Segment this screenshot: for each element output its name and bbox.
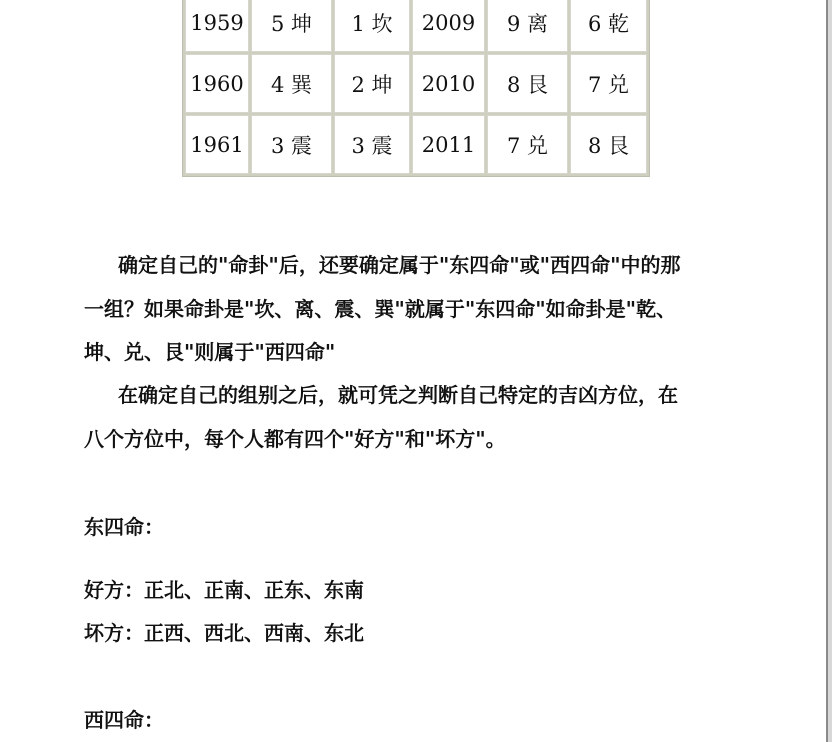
paragraph-2-line-2: 八个方位中，每个人都有四个"好方"和"坏方"。 — [84, 427, 506, 451]
paragraph-2-line-1: 在确定自己的组别之后，就可凭之判断自己特定的吉凶方位，在 — [118, 383, 678, 407]
table-cell: 2 坤 — [334, 54, 410, 113]
table-cell: 3 震 — [251, 115, 332, 174]
ming-gua-table — [182, 0, 650, 177]
table-cell: 6 乾 — [570, 0, 647, 52]
table-cell: 8 艮 — [487, 54, 568, 113]
table-cell: 1959 — [185, 0, 249, 52]
table-row — [185, 115, 647, 174]
page-edge-margin — [828, 0, 832, 742]
east-good-directions: 好方：正北、正南、正东、东南 — [84, 578, 364, 602]
paragraph-1-line-3: 坤、兑、艮"则属于"西四命" — [84, 340, 336, 364]
east-four-heading: 东四命： — [84, 515, 164, 539]
table-cell: 7 兑 — [487, 115, 568, 174]
table-cell: 1960 — [185, 54, 249, 113]
east-bad-directions: 坏方：正西、西北、西南、东北 — [84, 621, 364, 645]
table-cell: 4 巽 — [251, 54, 332, 113]
table-cell: 2010 — [412, 54, 485, 113]
paragraph-1-line-2: 一组？如果命卦是"坎、离、震、巽"就属于"东四命"如命卦是"乾、 — [84, 297, 677, 321]
table-cell: 3 震 — [334, 115, 410, 174]
paragraph-1-line-1: 确定自己的"命卦"后，还要确定属于"东四命"或"西四命"中的那 — [118, 253, 681, 277]
west-four-heading: 西四命： — [84, 708, 164, 732]
table-cell: 2009 — [412, 0, 485, 52]
table-cell: 8 艮 — [570, 115, 647, 174]
table-cell: 5 坤 — [251, 0, 332, 52]
table-cell: 1 坎 — [334, 0, 410, 52]
table-cell: 1961 — [185, 115, 249, 174]
table-row — [185, 0, 647, 52]
table-cell: 7 兑 — [570, 54, 647, 113]
table-row — [185, 54, 647, 113]
table-cell: 2011 — [412, 115, 485, 174]
table-cell: 9 离 — [487, 0, 568, 52]
